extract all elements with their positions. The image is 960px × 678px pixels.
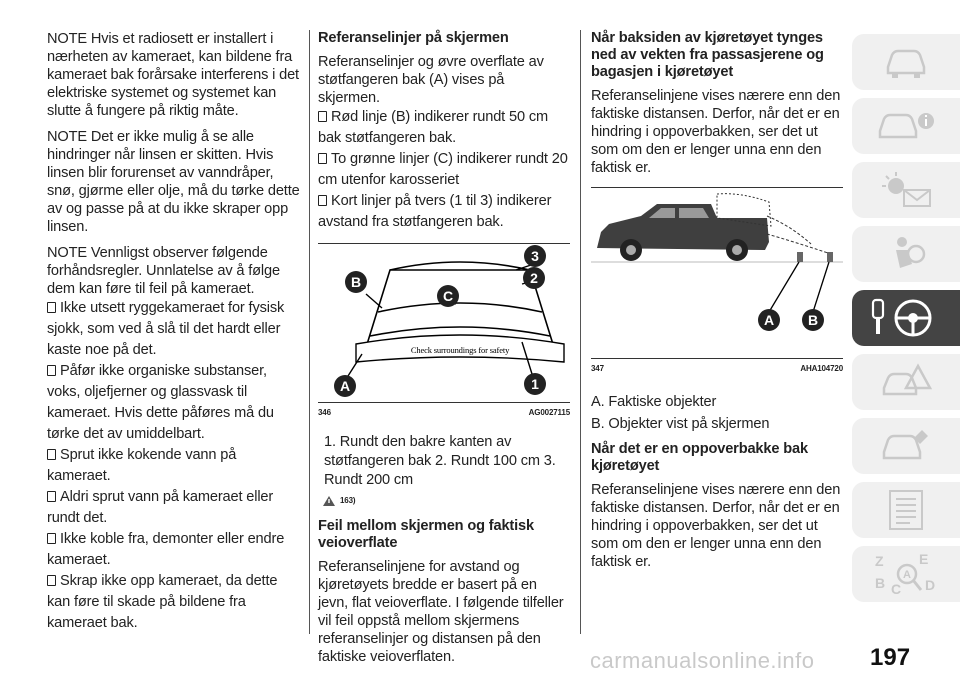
car-info-icon: [876, 109, 936, 143]
checkbox-icon: [47, 491, 56, 502]
camera-view-figure: [318, 244, 570, 402]
column-divider: [580, 30, 581, 634]
column-1: [47, 30, 302, 634]
figure-caption: [591, 359, 843, 379]
svg-text:C: C: [891, 581, 902, 597]
tab-car-info[interactable]: [852, 98, 960, 154]
note-lens: NOTE Det er ikke mulig å se alle hindringer når linsen er skitten. Hvis linsen blir forurenset av vanndråper, snø, gjørme eller olje, må du tørke dette av og passe på at du ikke skraper opp linsen.: [47, 129, 300, 235]
watermark: carmanualsonline.info: [590, 648, 815, 673]
svg-text:A: A: [340, 378, 350, 394]
reference-intro: Referanselinjer og øvre overflate av støtfangeren bak (A) vises på skjermen.: [318, 54, 544, 106]
car-icon: [882, 45, 930, 79]
svg-text:E: E: [919, 551, 929, 567]
list-item: Påfør ikke organiske substanser, voks, oljefjerner og glassvask til kameraet. Hvis dette påføres må du tørke det av umiddelbart.: [47, 363, 274, 442]
tab-starting-driving[interactable]: [852, 290, 960, 346]
figure-number: 347: [591, 364, 604, 373]
figure-code: AHA104720: [800, 364, 843, 373]
legend-b: B. Objekter vist på skjermen: [591, 416, 770, 432]
tab-airbag[interactable]: [852, 226, 960, 282]
tab-emergency[interactable]: [852, 354, 960, 410]
section-heading-uphill: Når det er en oppoverbakke bak kjøretøyet: [591, 441, 808, 474]
svg-text:B: B: [808, 312, 818, 328]
warning-reference: 163): [322, 492, 570, 510]
screen-warning-text: Check surroundings for safety: [410, 345, 510, 355]
warning-lights-icon: [878, 170, 934, 210]
figure-caption: [318, 403, 570, 423]
legend-a: A. Faktiske objekter: [591, 394, 717, 410]
column-2: [318, 30, 570, 674]
tab-index[interactable]: [852, 546, 960, 602]
pickup-figure: [591, 188, 843, 358]
distance-list: 1. Rundt den bakre kanten av støtfangeren bak 2. Rundt 100 cm 3. Rundt 200 cm: [324, 434, 556, 488]
svg-text:C: C: [443, 288, 453, 304]
svg-text:3: 3: [531, 248, 539, 264]
figure-number: 346: [318, 408, 331, 417]
list-item: Ikke koble fra, demonter eller endre kameraet.: [47, 531, 285, 568]
steering-key-icon: [871, 296, 941, 340]
list-item: Sprut ikke kokende vann på kameraet.: [47, 447, 237, 484]
list-item: Ikke utsett ryggekameraet for fysisk sjokk, som ved å slå til det hardt eller kaste noe på det.: [47, 300, 285, 358]
figure-code: AG0027115: [528, 408, 570, 417]
list-item: Aldri sprut vann på kameraet eller rundt det.: [47, 489, 274, 526]
warning-triangle-icon: [322, 495, 336, 507]
column-3: [591, 30, 843, 579]
svg-text:A: A: [903, 569, 911, 581]
uphill-paragraph: Referanselinjene vises nærere enn den faktiske distansen. Derfor, når det er en hindring i oppoverbakken, ser det ut som om den er lenger unna enn den faktisk er.: [591, 482, 841, 570]
list-item: Rød linje (B) indikerer rundt 50 cm bak støtfangeren bak.: [318, 109, 548, 146]
list-item: To grønne linjer (C) indikerer rundt 20 cm utenfor karosseriet: [318, 151, 568, 188]
error-paragraph: Referanselinjene for avstand og kjøretøyets bredde er basert på en jevn, flat veioverflate. I følgende tilfeller vil feil oppstå mellom skjermens referanselinjer og distansen på den faktiske veioverflaten.: [318, 559, 564, 665]
svg-text:1: 1: [531, 376, 539, 392]
index-icon: [871, 550, 941, 598]
checkbox-icon: [47, 365, 56, 376]
svg-text:A: A: [764, 312, 774, 328]
loaded-vehicle-paragraph: Referanselinjene vises nærere enn den faktiske distansen. Derfor, når det er en hindring i oppoverbakken, ser det ut som om den er lenger unna enn den faktisk er.: [591, 88, 841, 176]
checkbox-icon: [47, 449, 56, 460]
tab-car[interactable]: [852, 34, 960, 90]
checkbox-icon: [318, 153, 327, 164]
checkbox-icon: [47, 575, 56, 586]
checkbox-icon: [318, 195, 327, 206]
precaution-list: [47, 298, 302, 634]
hazard-car-icon: [880, 362, 932, 402]
svg-text:B: B: [351, 274, 361, 290]
tab-warning-lights[interactable]: [852, 162, 960, 218]
list-item: Kort linjer på tvers (1 til 3) indikerer avstand fra støtfangeren bak.: [318, 193, 552, 230]
displayed-object-marker: [827, 252, 833, 262]
svg-text:2: 2: [530, 270, 538, 286]
checkbox-icon: [47, 533, 56, 544]
column-divider: [309, 30, 310, 634]
note-radio: NOTE Hvis et radiosett er installert i nærheten av kameraet, kan bildene fra kameraet bak forårsake interferens i det elektriske systemet og systemet kan slutte å fungere på riktig måte.: [47, 31, 299, 119]
tab-technical-data[interactable]: [852, 482, 960, 538]
section-heading-error: Feil mellom skjermen og faktisk veioverflate: [318, 518, 534, 551]
airbag-icon: [886, 234, 926, 274]
checkbox-icon: [47, 302, 56, 313]
spec-list-icon: [884, 489, 928, 531]
actual-object-marker: [797, 252, 803, 262]
svg-text:Z: Z: [875, 553, 884, 569]
car-service-icon: [880, 426, 932, 466]
section-heading-reference-lines: Referanselinjer på skjermen: [318, 30, 509, 46]
list-item: Skrap ikke opp kameraet, da dette kan føre til skade på bildene fra kameraet bak.: [47, 573, 278, 631]
svg-text:D: D: [925, 577, 936, 593]
note-precautions: NOTE Vennligst observer følgende forhåndsregler. Unnlatelse av å følge dem kan føre til feil på kameraet.: [47, 245, 280, 297]
page-number: 197: [870, 644, 911, 671]
section-heading-loaded-vehicle: Når baksiden av kjøretøyet tynges ned av vekten fra passasjerene og bagasjen i kjøretøyet: [591, 30, 824, 80]
tab-maintenance[interactable]: [852, 418, 960, 474]
checkbox-icon: [318, 111, 327, 122]
svg-text:B: B: [875, 575, 886, 591]
